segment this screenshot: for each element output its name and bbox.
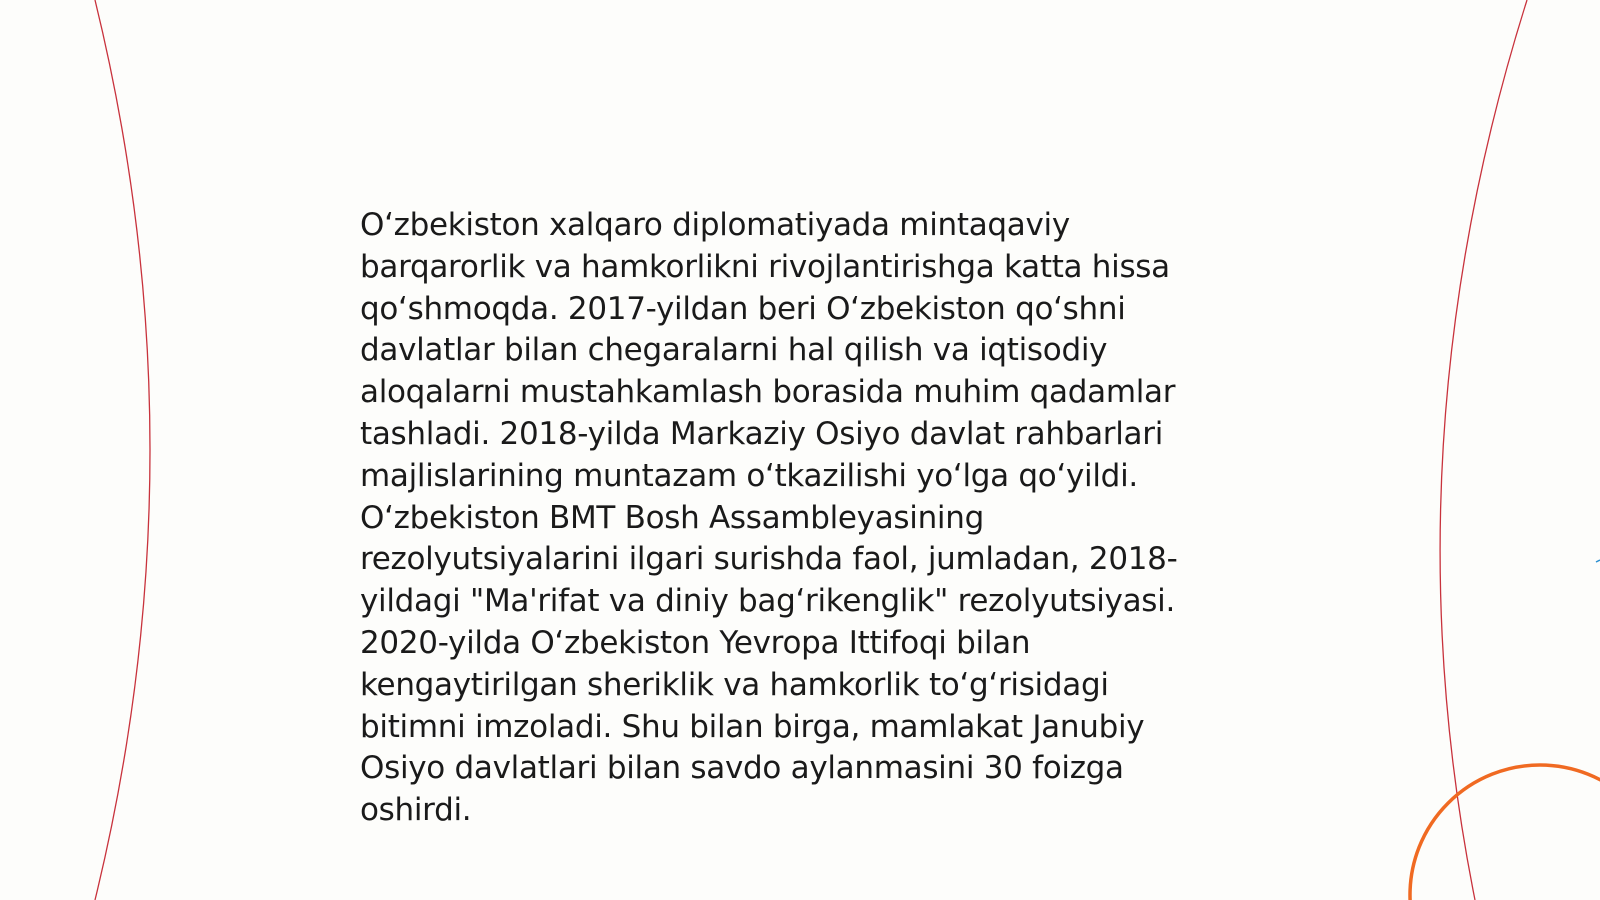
text-line: aloqalarni mustahkamlash borasida muhim qadamlar [360,374,1176,411]
left-curve-decoration [95,0,150,900]
text-line: Osiyo davlatlari bilan savdo aylanmasini 30 foizga [360,750,1124,787]
blue-mark-decoration [1596,560,1600,562]
text-line: tashladi. 2018-yilda Markaziy Osiyo davlat rahbarlari [360,415,1164,452]
text-line: kengaytirilgan sheriklik va hamkorlik to‘g‘risidagi [360,666,1109,703]
orange-circle-decoration [1410,765,1600,900]
text-line: bitimni imzoladi. Shu bilan birga, mamlakat Janubiy [360,708,1145,745]
slide-body-text [360,205,1260,832]
text-line: yildagi "Ma'rifat va diniy bag‘rikenglik" rezolyutsiyasi. [360,583,1175,620]
right-curve-decoration [1440,0,1527,900]
text-line: rezolyutsiyalarini ilgari surishda faol, jumladan, 2018- [360,541,1178,578]
text-line: qo‘shmoqda. 2017-yildan beri O‘zbekiston qo‘shni [360,290,1126,327]
text-line: majlislarining muntazam o‘tkazilishi yo‘lga qo‘yildi. [360,457,1138,494]
text-line: davlatlar bilan chegaralarni hal qilish va iqtisodiy [360,332,1108,369]
text-line: barqarorlik va hamkorlikni rivojlantirishga katta hissa [360,248,1170,285]
text-line: oshirdi. [360,792,472,829]
text-line: O‘zbekiston xalqaro diplomatiyada mintaqaviy [360,207,1070,243]
text-line: 2020-yilda O‘zbekiston Yevropa Ittifoqi bilan [360,624,1031,661]
text-line: O‘zbekiston BMT Bosh Assambleyasining [360,499,984,536]
